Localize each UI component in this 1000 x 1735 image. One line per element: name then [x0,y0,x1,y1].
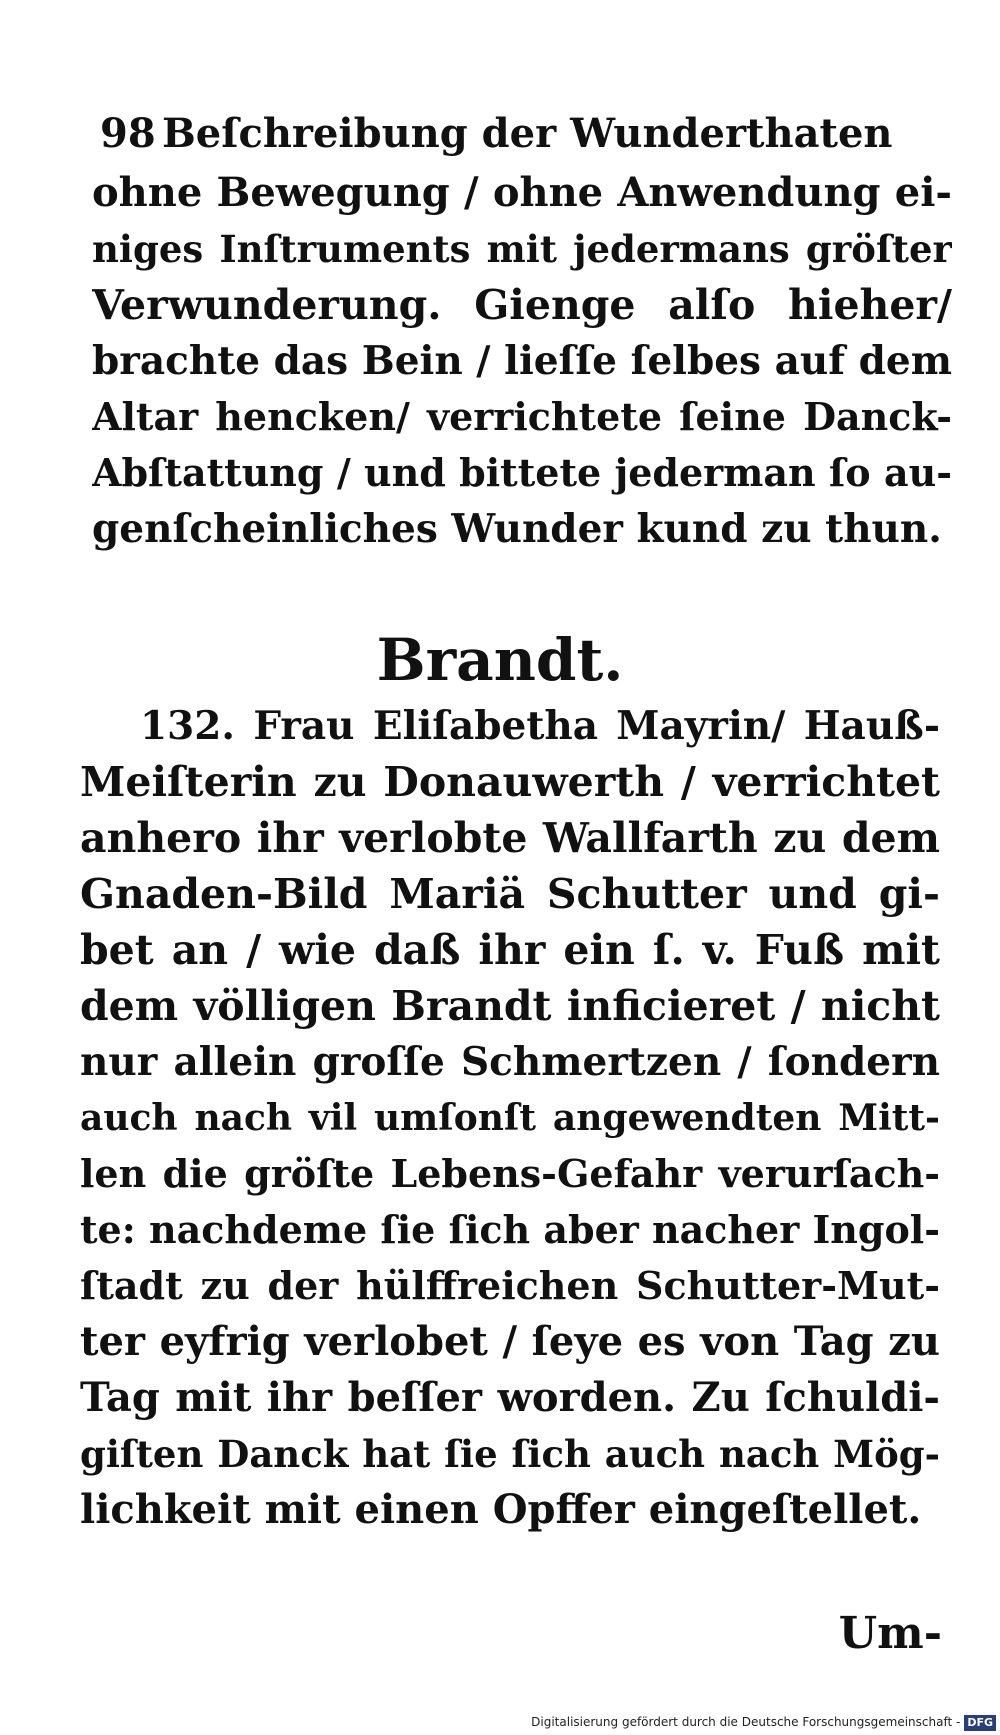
text-line: bet an / wie daß ihr ein ſ. v. Fuß mit [80,926,940,974]
text-line: auch nach vil umſonſt angewendten Mitt- [80,1097,940,1139]
text-line: niges Inſtruments mit jedermans gröſter [92,227,952,271]
dfg-logo: DFG [964,1715,996,1731]
text-line: ſtadt zu der hülffreichen Schutter-Mut- [80,1263,940,1308]
text-line: Abſtattung / und bittete jederman ſo au- [92,450,952,495]
text-line: Tag mit ihr beſſer worden. Zu ſchuldi- [80,1374,940,1421]
text-line: 132. Frau Eliſabetha Mayrin/ Hauß- [140,703,940,749]
page-header [100,104,893,164]
text-line: te: nachdeme ſie ſich aber nacher Ingol- [80,1207,940,1252]
page-number: 98 [100,110,156,157]
catchword: Um- [838,1608,942,1659]
text-line: Altar hencken/ verrichtete ſeine Danck- [92,394,952,439]
section-heading: Brandt. [376,626,624,694]
text-line: giſten Danck hat ſie ſich auch nach Mög- [80,1432,940,1476]
text-line: lichkeit mit einen Opffer eingeſtellet. [80,1486,922,1533]
text-line: brachte das Bein / lieſſe ſelbes auf dem [92,338,952,384]
text-line: nur allein groſſe Schmertzen / ſondern [80,1039,940,1085]
text-line: Verwunderung. Gienge alſo hieher/ [92,281,952,329]
text-line: ohne Bewegung / ohne Anwendung ei- [92,169,952,216]
running-title: Beſchreibung der Wunderthaten [162,110,893,157]
text-line: len die gröſte Lebens-Gefahr verurſach- [80,1151,940,1196]
digitization-footer [520,1712,996,1732]
text-line: anhero ihr verlobte Wallfarth zu dem [80,814,940,862]
text-line: Meiſterin zu Donauwerth / verrichtet [80,758,940,806]
text-line: Gnaden-Bild Mariä Schutter und gi- [80,870,940,918]
text-line: ter eyfrig verlobet / ſeye es von Tag zu [80,1318,940,1365]
text-line: genſcheinliches Wunder kund zu thun. [92,506,942,552]
text-line: dem völligen Brandt inficieret / nicht [80,982,940,1030]
footer-text: Digitalisierung gefördert durch die Deutsche Forschungsgemeinschaft - [531,1715,961,1729]
